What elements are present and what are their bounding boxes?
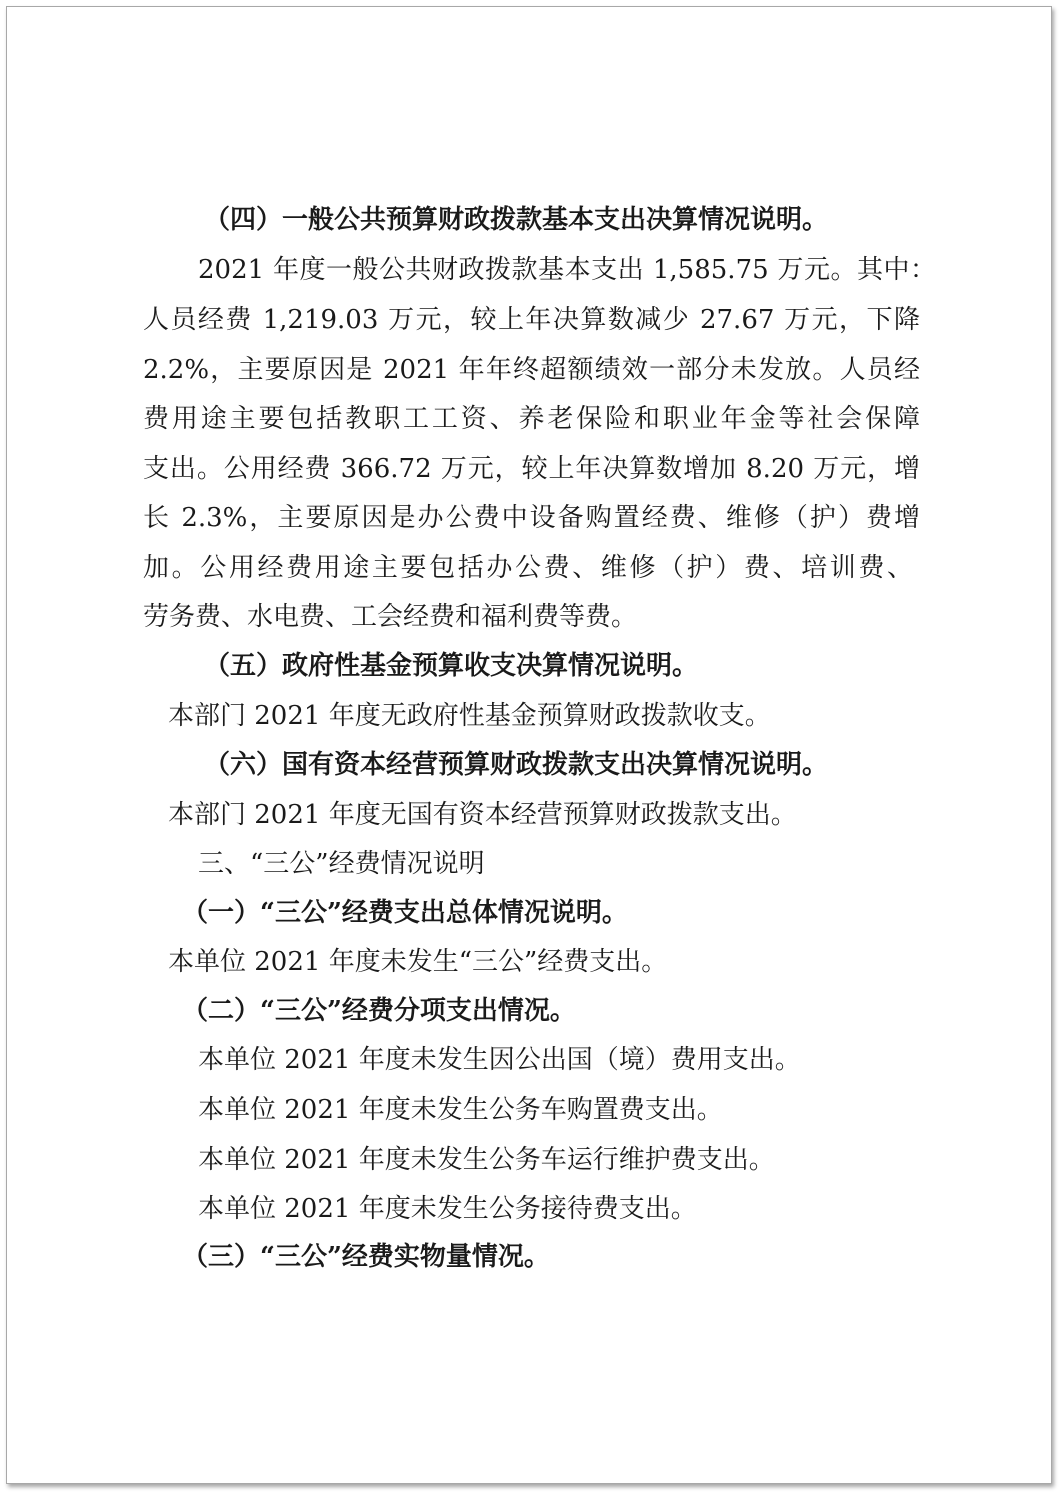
section-five-text: 本部门 2021 年度无政府性基金预算财政拨款收支。 [168,701,771,731]
three-public-sub1-text: 本单位 2021 年度未发生“三公”经费支出。 [168,947,668,977]
section-four-line-1: 2021 年度一般公共财政拨款基本支出 1,585.75 万元。其中： [198,255,936,285]
section-four-line-4: 费用途主要包括教职工工资、养老保险和职业年金等社会保障 [143,404,920,434]
section-four-line-5: 支出。公用经费 366.72 万元，较上年决算数增加 8.20 万元，增 [143,454,920,484]
section-six-heading: （六）国有资本经营预算财政拨款支出决算情况说明。 [204,750,829,780]
section-four-line-7: 加。公用经费用途主要包括办公费、维修（护）费、培训费、 [143,553,913,583]
section-four-line-3: 2.2%，主要原因是 2021 年年终超额绩效一部分未发放。人员经 [143,355,920,385]
three-public-heading: 三、“三公”经费情况说明 [198,849,485,879]
section-six-text: 本部门 2021 年度无国有资本经营预算财政拨款支出。 [168,800,797,830]
section-four-heading: （四）一般公共预算财政拨款基本支出决算情况说明。 [204,205,829,235]
section-four-line-6: 长 2.3%，主要原因是办公费中设备购置经费、维修（护）费增 [143,503,920,533]
three-public-sub2-item-4: 本单位 2021 年度未发生公务接待费支出。 [198,1194,697,1224]
section-five-heading: （五）政府性基金预算收支决算情况说明。 [204,651,699,681]
three-public-sub1-heading: （一）“三公”经费支出总体情况说明。 [182,898,628,928]
three-public-sub2-item-1: 本单位 2021 年度未发生因公出国（境）费用支出。 [198,1045,801,1075]
three-public-sub2-heading: （二）“三公”经费分项支出情况。 [182,996,576,1026]
section-four-line-8: 劳务费、水电费、工会经费和福利费等费。 [143,602,638,632]
three-public-sub3-heading: （三）“三公”经费实物量情况。 [182,1242,550,1272]
section-four-line-2: 人员经费 1,219.03 万元，较上年决算数减少 27.67 万元，下降 [143,305,920,335]
three-public-sub2-item-3: 本单位 2021 年度未发生公务车运行维护费支出。 [198,1145,775,1175]
three-public-sub2-item-2: 本单位 2021 年度未发生公务车购置费支出。 [198,1095,723,1125]
